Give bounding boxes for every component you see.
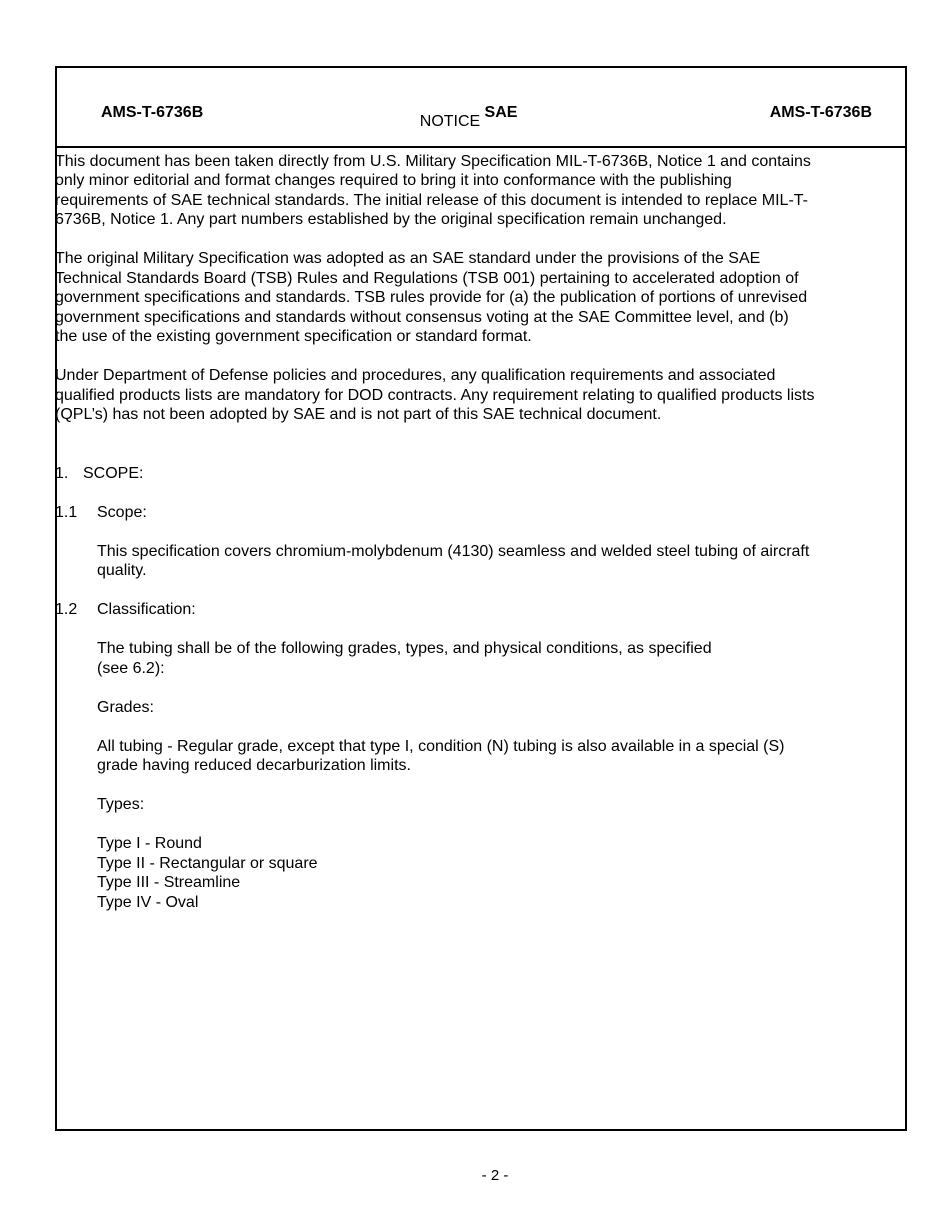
section-1-2-number: 1.2 (55, 601, 78, 618)
notice-paragraph-1: This document has been taken directly from U.S. Military Specification MIL-T-6736B, Notice 1 and contains only minor editorial and format changes required to bring it into conformance with the publishing requirements of SAE technical standards. The initial release of this document is intended to replace MIL-T-6736B, Notice 1. Any part numbers established by the original specification remain unchanged. (55, 152, 811, 228)
section-1-1-title: Scope: (97, 503, 147, 521)
notice-heading: NOTICE (419, 113, 481, 130)
section-1-1-heading (55, 503, 815, 523)
section-1-title: SCOPE: (83, 464, 144, 482)
type-item: Type III - Streamline (97, 874, 241, 891)
header-org-name: SAE (484, 104, 518, 121)
section-1-2-title: Classification: (97, 601, 196, 618)
section-1-2-text (97, 639, 815, 678)
header-doc-id-left: AMS-T-6736B (101, 104, 204, 121)
type-item: Type IV - Oval (97, 893, 199, 911)
type-item: Type II - Rectangular or square (97, 854, 318, 872)
section-1-1-number: 1.1 (55, 503, 78, 521)
type-item: Type I - Round (97, 835, 202, 852)
section-spacer (55, 444, 815, 464)
grades-label: Grades: (97, 698, 154, 716)
grades-text: All tubing - Regular grade, except that type I, condition (N) tubing is also available in a special (S) grade having reduced decarburization limits. (97, 737, 785, 774)
document-body (55, 112, 815, 912)
section-1-1-text: This specification covers chromium-molybdenum (4130) seamless and welded steel tubing of aircraft quality. (97, 542, 810, 579)
section-1-2-text-line-2: (see 6.2): (97, 659, 165, 677)
types-list (97, 834, 815, 912)
header-doc-id-right: AMS-T-6736B (769, 104, 872, 121)
section-1-number: 1. (55, 464, 69, 482)
section-1-2-heading (55, 600, 815, 620)
section-1-heading (55, 464, 815, 484)
notice-paragraph-2: The original Military Specification was adopted as an SAE standard under the provisions of the SAE Technical Standards Board (TSB) Rules and Regulations (TSB 001) pertaining to accelerated adoption of government specifications and standards. TSB rules provide for (a) the publication of portions of unrevised government specifications and standards without consensus voting at the SAE Committee level, and (b) the use of the existing government specification or standard format. (55, 250, 808, 345)
page-number: - 2 - (481, 1167, 509, 1184)
section-1-2-text-line-1: The tubing shall be of the following grades, types, and physical conditions, as specified (97, 640, 712, 657)
notice-paragraph-3: Under Department of Defense policies and procedures, any qualification requirements and associated qualified products lists are mandatory for DOD contracts. Any requirement relating to qualified products lists (QPL’s) has not been adopted by SAE and is not part of this SAE technical document. (55, 367, 815, 423)
types-label: Types: (97, 796, 145, 813)
